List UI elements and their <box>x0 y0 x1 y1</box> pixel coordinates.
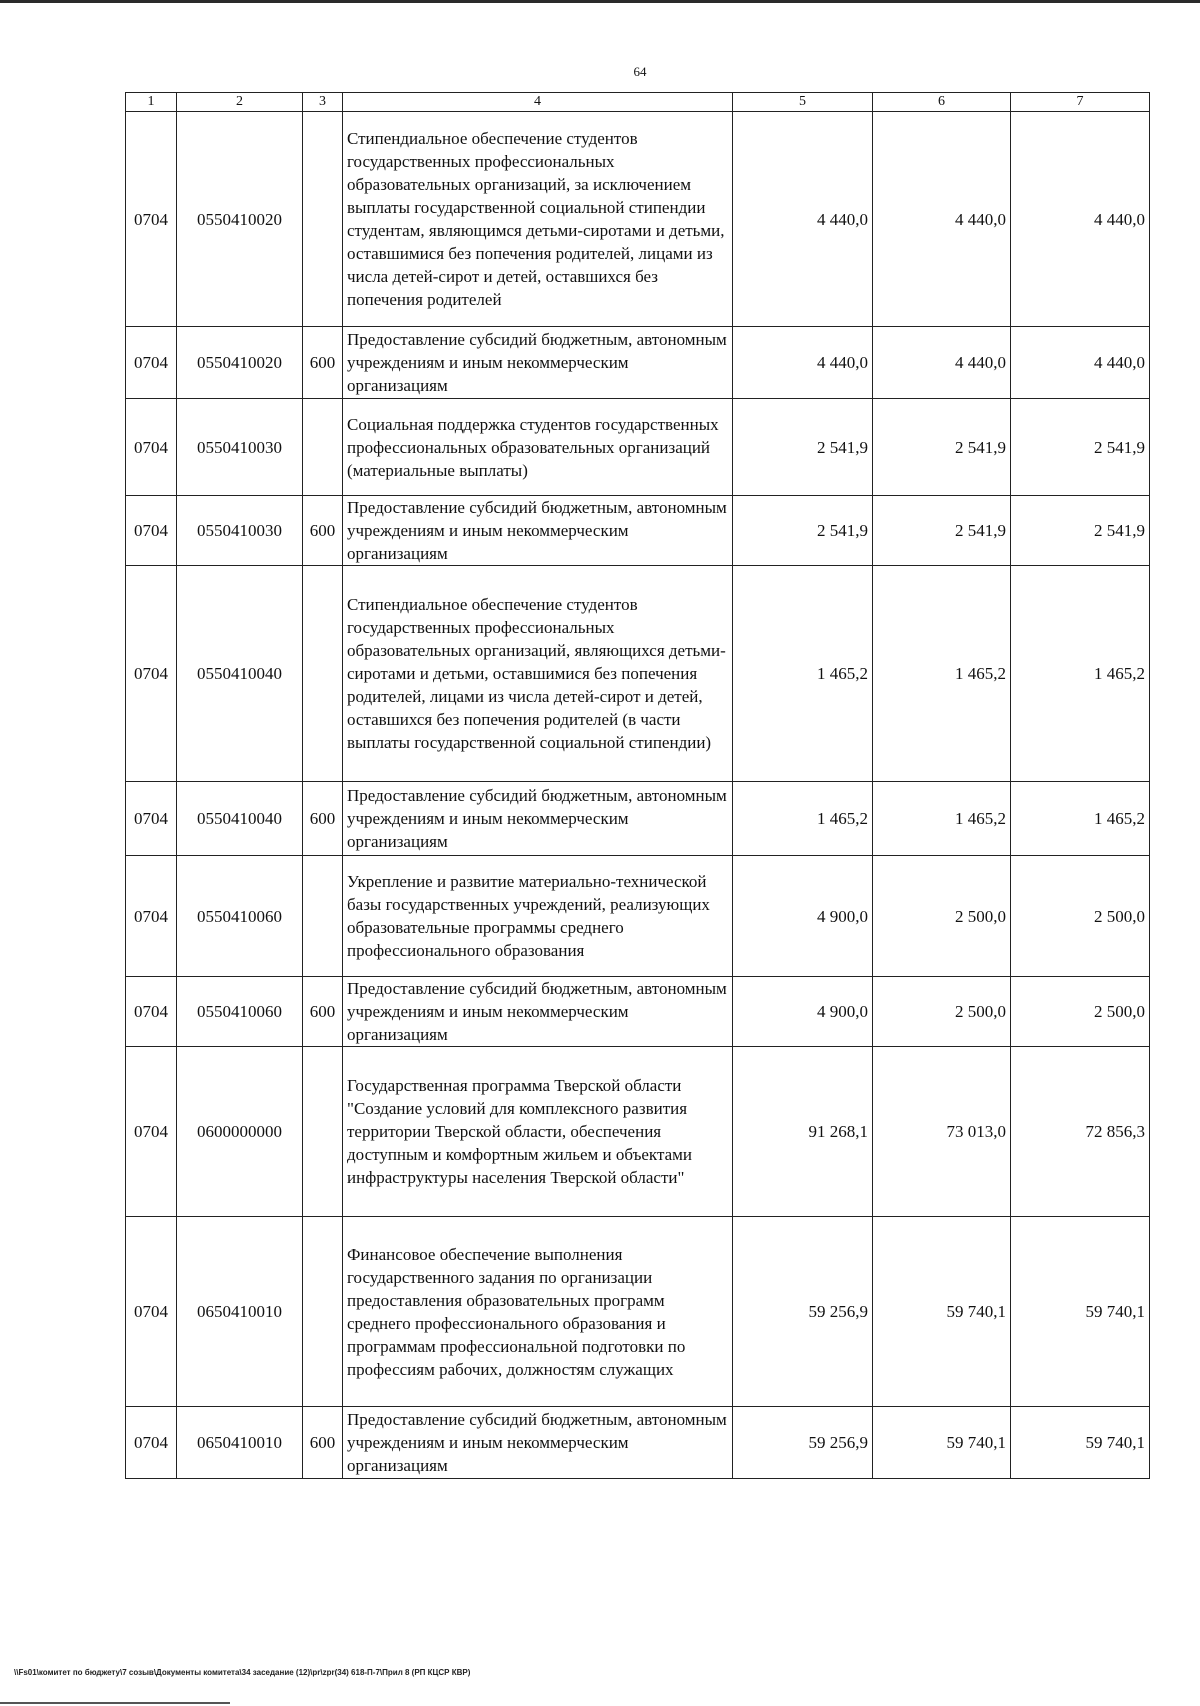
amount-col-7: 1 465,2 <box>1011 782 1150 856</box>
item-name: Предоставление субсидий бюджетным, автономным учреждениям и иным некоммерческим организациям <box>343 1407 733 1479</box>
header-col-5: 5 <box>733 93 873 112</box>
expense-type-code <box>303 1047 343 1217</box>
header-col-6: 6 <box>873 93 1011 112</box>
item-name: Государственная программа Тверской области "Создание условий для комплексного развития территории Тверской области, обеспечения доступным и комфортным жильем и объектами инфраструктуры населения Тверской области" <box>343 1047 733 1217</box>
section-code: 0704 <box>126 1217 177 1407</box>
item-name: Предоставление субсидий бюджетным, автономным учреждениям и иным некоммерческим организациям <box>343 496 733 566</box>
target-code: 0550410020 <box>177 327 303 399</box>
amount-col-5: 1 465,2 <box>733 782 873 856</box>
header-col-1: 1 <box>126 93 177 112</box>
amount-col-5: 59 256,9 <box>733 1407 873 1479</box>
amount-col-7: 2 500,0 <box>1011 977 1150 1047</box>
amount-col-7: 4 440,0 <box>1011 327 1150 399</box>
amount-col-7: 4 440,0 <box>1011 112 1150 327</box>
target-code: 0550410060 <box>177 856 303 977</box>
expense-type-code <box>303 856 343 977</box>
amount-col-7: 1 465,2 <box>1011 566 1150 782</box>
section-code: 0704 <box>126 856 177 977</box>
amount-col-5: 4 440,0 <box>733 327 873 399</box>
target-code: 0550410020 <box>177 112 303 327</box>
header-col-2: 2 <box>177 93 303 112</box>
table-row <box>126 496 1150 566</box>
expense-type-code <box>303 112 343 327</box>
amount-col-6: 4 440,0 <box>873 327 1011 399</box>
page-top-edge <box>0 0 1200 3</box>
table-row <box>126 856 1150 977</box>
amount-col-5: 4 900,0 <box>733 856 873 977</box>
section-code: 0704 <box>126 399 177 496</box>
amount-col-7: 59 740,1 <box>1011 1217 1150 1407</box>
page-number: 64 <box>633 64 647 79</box>
item-name: Стипендиальное обеспечение студентов государственных профессиональных образовательных организаций, за исключением выплаты государственной социальной стипендии студентам, являющимся детьми-сиротами и детьми, оставшимися без попечения родителей, лицами из числа детей-сирот и детей, оставшихся без попечения родителей <box>343 112 733 327</box>
amount-col-7: 2 541,9 <box>1011 496 1150 566</box>
amount-col-6: 1 465,2 <box>873 782 1011 856</box>
section-code: 0704 <box>126 566 177 782</box>
expense-type-code <box>303 566 343 782</box>
amount-col-5: 2 541,9 <box>733 496 873 566</box>
header-col-7: 7 <box>1011 93 1150 112</box>
section-code: 0704 <box>126 977 177 1047</box>
amount-col-5: 4 440,0 <box>733 112 873 327</box>
amount-col-5: 59 256,9 <box>733 1217 873 1407</box>
target-code: 0650410010 <box>177 1217 303 1407</box>
target-code: 0600000000 <box>177 1047 303 1217</box>
table-row <box>126 977 1150 1047</box>
amount-col-6: 2 541,9 <box>873 399 1011 496</box>
table-row <box>126 327 1150 399</box>
table-row <box>126 399 1150 496</box>
section-code: 0704 <box>126 327 177 399</box>
item-name: Предоставление субсидий бюджетным, автономным учреждениям и иным некоммерческим организациям <box>343 977 733 1047</box>
table-row <box>126 782 1150 856</box>
table-row <box>126 1217 1150 1407</box>
expense-type-code <box>303 1217 343 1407</box>
amount-col-6: 59 740,1 <box>873 1407 1011 1479</box>
item-name: Социальная поддержка студентов государственных профессиональных образовательных организаций (материальные выплаты) <box>343 399 733 496</box>
file-path-footer: \\Fs01\комитет по бюджету\7 созыв\Документы комитета\34 заседание (12)\pr\zpr(34) 618-П-7\Прил 8 (РП КЦСР КВР) <box>14 1668 471 1677</box>
target-code: 0650410010 <box>177 1407 303 1479</box>
table-row <box>126 1407 1150 1479</box>
amount-col-6: 59 740,1 <box>873 1217 1011 1407</box>
item-name: Финансовое обеспечение выполнения государственного задания по организации предоставления образовательных программ среднего профессионального образования и программам профессиональной подготовки по профессиям рабочих, должностям служащих <box>343 1217 733 1407</box>
section-code: 0704 <box>126 496 177 566</box>
section-code: 0704 <box>126 1047 177 1217</box>
expense-type-code: 600 <box>303 977 343 1047</box>
expense-type-code <box>303 399 343 496</box>
amount-col-7: 59 740,1 <box>1011 1407 1150 1479</box>
amount-col-7: 2 500,0 <box>1011 856 1150 977</box>
amount-col-6: 2 500,0 <box>873 977 1011 1047</box>
item-name: Предоставление субсидий бюджетным, автономным учреждениям и иным некоммерческим организациям <box>343 782 733 856</box>
target-code: 0550410040 <box>177 566 303 782</box>
amount-col-6: 2 541,9 <box>873 496 1011 566</box>
target-code: 0550410030 <box>177 399 303 496</box>
amount-col-6: 4 440,0 <box>873 112 1011 327</box>
budget-table <box>125 92 1150 1479</box>
header-col-3: 3 <box>303 93 343 112</box>
amount-col-5: 1 465,2 <box>733 566 873 782</box>
table-header-row <box>126 93 1150 112</box>
table-row <box>126 112 1150 327</box>
table-row <box>126 1047 1150 1217</box>
table-row <box>126 566 1150 782</box>
amount-col-5: 4 900,0 <box>733 977 873 1047</box>
expense-type-code: 600 <box>303 496 343 566</box>
amount-col-6: 2 500,0 <box>873 856 1011 977</box>
header-col-4: 4 <box>343 93 733 112</box>
item-name: Стипендиальное обеспечение студентов государственных профессиональных образовательных организаций, являющихся детьми-сиротами и детьми, оставшимися без попечения родителей, лицами из числа детей-сирот и детей, оставшихся без попечения родителей (в части выплаты государственной социальной стипендии) <box>343 566 733 782</box>
target-code: 0550410040 <box>177 782 303 856</box>
amount-col-6: 1 465,2 <box>873 566 1011 782</box>
target-code: 0550410030 <box>177 496 303 566</box>
expense-type-code: 600 <box>303 1407 343 1479</box>
item-name: Укрепление и развитие материально-технической базы государственных учреждений, реализующих образовательные программы среднего профессионального образования <box>343 856 733 977</box>
amount-col-6: 73 013,0 <box>873 1047 1011 1217</box>
expense-type-code: 600 <box>303 327 343 399</box>
section-code: 0704 <box>126 1407 177 1479</box>
expense-type-code: 600 <box>303 782 343 856</box>
amount-col-5: 2 541,9 <box>733 399 873 496</box>
page-bottom-edge <box>0 1702 230 1704</box>
amount-col-5: 91 268,1 <box>733 1047 873 1217</box>
item-name: Предоставление субсидий бюджетным, автономным учреждениям и иным некоммерческим организациям <box>343 327 733 399</box>
section-code: 0704 <box>126 112 177 327</box>
amount-col-7: 2 541,9 <box>1011 399 1150 496</box>
target-code: 0550410060 <box>177 977 303 1047</box>
amount-col-7: 72 856,3 <box>1011 1047 1150 1217</box>
section-code: 0704 <box>126 782 177 856</box>
